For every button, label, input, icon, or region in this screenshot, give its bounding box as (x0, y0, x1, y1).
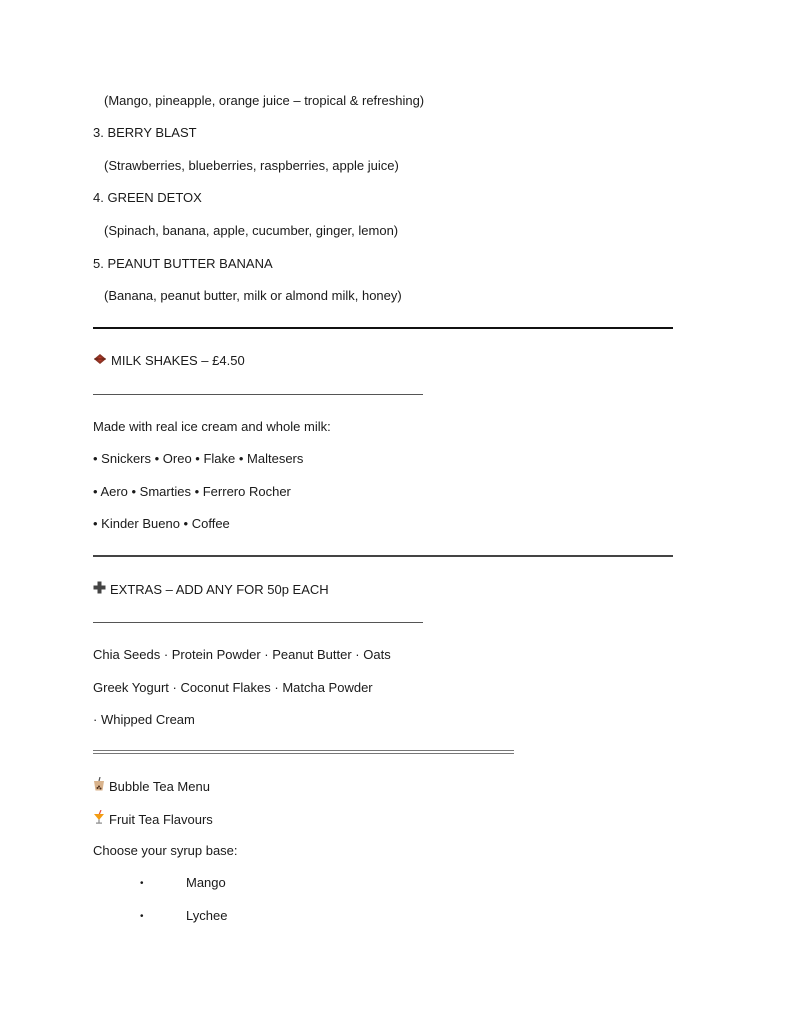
syrup-option: Lychee (186, 908, 228, 923)
smoothie-5-title: 5. PEANUT BUTTER BANANA (93, 256, 273, 271)
milkshakes-flavours-line-2: • Aero • Smarties • Ferrero Rocher (93, 484, 291, 499)
chocolate-icon (93, 353, 107, 369)
syrup-option: Mango (186, 875, 226, 890)
double-divider (93, 750, 514, 754)
extras-line-3: · Whipped Cream (93, 712, 195, 727)
milkshakes-heading (93, 353, 245, 369)
extras-line-1: Chia Seeds · Protein Powder · Peanut Butter · Oats (93, 647, 391, 662)
smoothie-5-description: (Banana, peanut butter, milk or almond milk, honey) (104, 288, 402, 303)
milkshakes-heading-text: MILK SHAKES – £4.50 (111, 353, 245, 368)
smoothie-4-title: 4. GREEN DETOX (93, 190, 202, 205)
fruit-tea-heading (93, 810, 213, 828)
list-bullet: • (140, 878, 144, 889)
extras-line-2: Greek Yogurt · Coconut Flakes · Matcha Powder (93, 680, 373, 695)
smoothie-3-title: 3. BERRY BLAST (93, 125, 197, 140)
section-divider (93, 327, 673, 329)
milkshakes-intro: Made with real ice cream and whole milk: (93, 419, 331, 434)
smoothie-2-description: (Mango, pineapple, orange juice – tropical & refreshing) (104, 93, 425, 108)
bubble-tea-menu-title: Bubble Tea Menu (109, 779, 210, 794)
syrup-prompt: Choose your syrup base: (93, 843, 238, 858)
fruit-tea-title: Fruit Tea Flavours (109, 812, 213, 827)
extras-heading (93, 581, 329, 598)
heading-underline (93, 394, 423, 395)
milkshakes-flavours-line-3: • Kinder Bueno • Coffee (93, 516, 230, 531)
heading-underline (93, 622, 423, 623)
tropical-drink-icon (93, 810, 105, 828)
bubble-tea-icon (93, 777, 105, 795)
bubble-tea-menu-heading (93, 777, 210, 795)
milkshakes-flavours-line-1: • Snickers • Oreo • Flake • Maltesers (93, 451, 304, 466)
smoothie-4-description: (Spinach, banana, apple, cucumber, ginger, lemon) (104, 223, 399, 238)
section-divider (93, 555, 673, 557)
list-bullet: • (140, 911, 144, 922)
extras-heading-text: EXTRAS – ADD ANY FOR 50p EACH (110, 582, 329, 597)
plus-icon (93, 581, 106, 598)
smoothie-3-description: (Strawberries, blueberries, raspberries, apple juice) (104, 158, 399, 173)
